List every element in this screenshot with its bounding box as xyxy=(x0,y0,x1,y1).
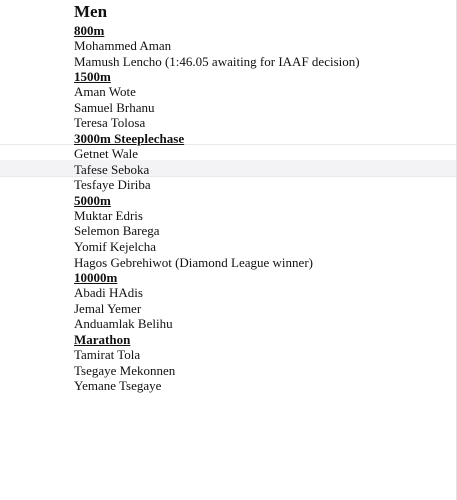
athlete-entry: Tafese Seboka xyxy=(74,161,150,177)
athlete-entry: Tesfaye Diriba xyxy=(74,177,151,193)
athlete-entry: Mamush Lencho (1:46.05 awaiting for IAAF decision) xyxy=(74,53,360,69)
athlete-entry: Mohammed Aman xyxy=(74,38,172,53)
section-marathon xyxy=(74,332,457,394)
section-title: 800m xyxy=(74,23,105,38)
section-3000m-steeplechase xyxy=(74,131,457,193)
section-5000m xyxy=(74,193,457,270)
section-1500m xyxy=(74,69,457,131)
section-title: Marathon xyxy=(74,331,131,347)
athlete-entry: Tamirat Tola xyxy=(74,346,141,362)
document-heading: Men xyxy=(74,2,108,21)
section-title: 10000m xyxy=(74,270,118,286)
athlete-entry: Abadi HAdis xyxy=(74,285,143,301)
section-title: 1500m xyxy=(74,69,111,85)
section-800m xyxy=(74,23,457,69)
document-body xyxy=(74,1,457,394)
athlete-entry: Yomif Kejelcha xyxy=(74,238,157,254)
athlete-entry: Samuel Brhanu xyxy=(74,99,155,115)
section-title: 5000m xyxy=(74,192,111,208)
athlete-entry: Muktar Edris xyxy=(74,207,143,223)
athlete-entry: Teresa Tolosa xyxy=(74,115,146,131)
athlete-entry: Jemal Yemer xyxy=(74,300,142,316)
athlete-entry: Hagos Gebrehiwot (Diamond League winner) xyxy=(74,254,313,270)
athlete-entry: Tsegaye Mekonnen xyxy=(74,362,176,378)
section-title: 3000m Steeplechase xyxy=(74,130,185,146)
athlete-entry: Selemon Barega xyxy=(74,223,160,239)
athlete-entry: Yemane Tsegaye xyxy=(74,378,162,394)
athlete-entry: Getnet Wale xyxy=(74,145,139,161)
athlete-entry: Anduamlak Belihu xyxy=(74,316,173,332)
section-10000m xyxy=(74,270,457,332)
athlete-entry: Aman Wote xyxy=(74,84,136,100)
